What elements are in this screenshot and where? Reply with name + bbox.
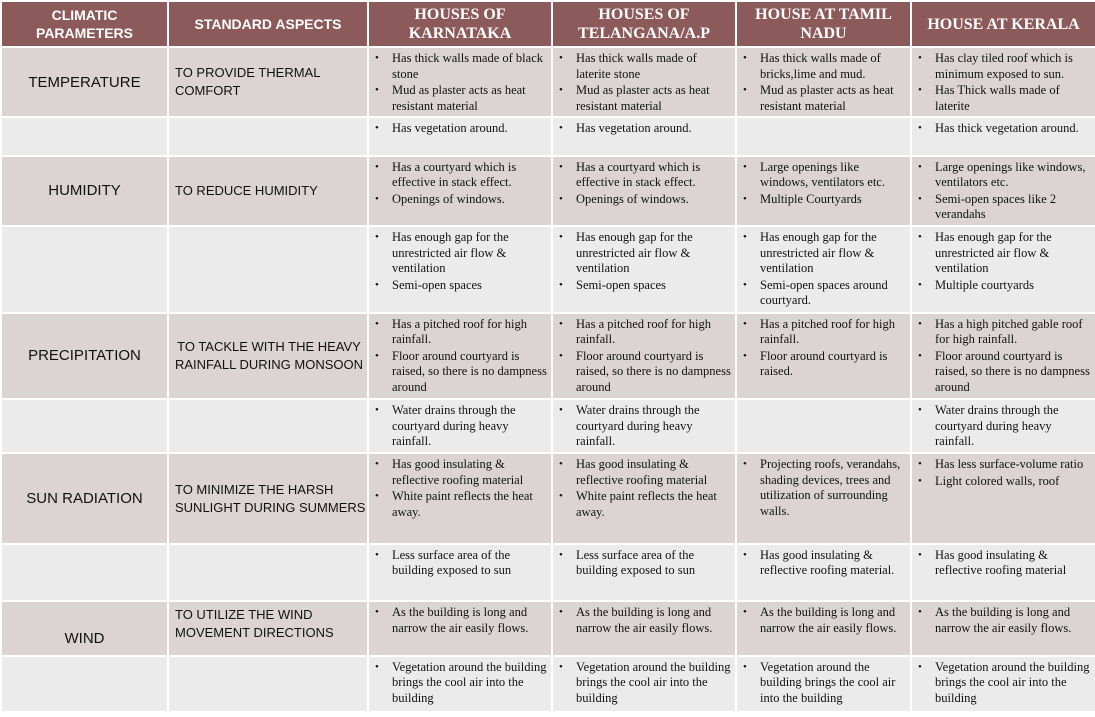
bullet-item: • Vegetation around the building brings the cool air into the building [760, 660, 907, 707]
bullet-item: • Water drains through the courtyard during heavy rainfall. [935, 403, 1092, 450]
cell-telangana [552, 226, 736, 313]
bullet-list [740, 51, 907, 114]
bullet-item: • Has enough gap for the unrestricted air flow & ventilation [760, 230, 907, 277]
cell-kerala [911, 226, 1095, 313]
bullet-list [740, 660, 907, 707]
cell-karnataka [368, 399, 552, 453]
bullet-list [372, 160, 548, 208]
cell-telangana [552, 544, 736, 601]
bullet-list [556, 457, 732, 520]
cell-tamil-nadu [736, 313, 911, 400]
standard-aspect-cell [168, 226, 368, 313]
bullet-item: • Has thick walls made of black stone [392, 51, 548, 82]
climatic-parameter-cell [1, 226, 168, 313]
table-row [1, 226, 1095, 313]
cell-telangana [552, 117, 736, 155]
cell-tamil-nadu [736, 47, 911, 117]
cell-telangana [552, 156, 736, 226]
bullet-list [915, 160, 1092, 223]
standard-aspect-cell: TO PROVIDE THERMAL COMFORT [168, 47, 368, 117]
cell-tamil-nadu [736, 544, 911, 601]
bullet-item: • As the building is long and narrow the air easily flows. [392, 605, 548, 636]
bullet-list [556, 605, 732, 636]
cell-karnataka [368, 117, 552, 155]
bullet-item: • Light colored walls, roof [935, 474, 1092, 490]
bullet-item: • Vegetation around the building brings the cool air into the building [935, 660, 1092, 707]
header-climatic-parameters: CLIMATIC PARAMETERS [1, 1, 168, 47]
bullet-item: • Less surface area of the building exposed to sun [576, 548, 732, 579]
bullet-item: • Mud as plaster acts as heat resistant material [392, 83, 548, 114]
bullet-item: • Semi-open spaces like 2 verandahs [935, 192, 1092, 223]
climatic-parameter-cell [1, 117, 168, 155]
bullet-list [372, 230, 548, 293]
bullet-item: • Vegetation around the building brings the cool air into the building [576, 660, 732, 707]
cell-kerala [911, 544, 1095, 601]
header-telangana: HOUSES OF TELANGANA/A.P [552, 1, 736, 47]
bullet-item: • Openings of windows. [392, 192, 548, 208]
bullet-item: • Has less surface-volume ratio [935, 457, 1092, 473]
bullet-item: • Has vegetation around. [392, 121, 548, 137]
climatic-parameter-cell: SUN RADIATION [1, 453, 168, 544]
cell-tamil-nadu [736, 156, 911, 226]
bullet-list [740, 317, 907, 380]
header-karnataka: HOUSES OF KARNATAKA [368, 1, 552, 47]
bullet-item: • Floor around courtyard is raised, so there is no dampness around [935, 349, 1092, 396]
cell-karnataka [368, 601, 552, 655]
bullet-item: • Has good insulating & reflective roofing material [392, 457, 548, 488]
bullet-item: • Has a pitched roof for high rainfall. [392, 317, 548, 348]
bullet-item: • Vegetation around the building brings the cool air into the building [392, 660, 548, 707]
cell-kerala [911, 117, 1095, 155]
climatic-parameter-cell [1, 656, 168, 712]
bullet-list [740, 605, 907, 636]
bullet-list [372, 403, 548, 450]
cell-telangana [552, 453, 736, 544]
bullet-item: • Openings of windows. [576, 192, 732, 208]
bullet-item: • Has good insulating & reflective roofing material [935, 548, 1092, 579]
bullet-item: • Has vegetation around. [576, 121, 732, 137]
bullet-item: • Semi-open spaces around courtyard. [760, 278, 907, 309]
cell-kerala [911, 47, 1095, 117]
climatic-parameter-cell: PRECIPITATION [1, 313, 168, 400]
header-kerala: HOUSE AT KERALA [911, 1, 1095, 47]
table-row [1, 453, 1095, 544]
bullet-item: • Large openings like windows, ventilators etc. [935, 160, 1092, 191]
standard-aspect-cell: TO MINIMIZE THE HARSH SUNLIGHT DURING SUMMERS [168, 453, 368, 544]
bullet-list [915, 317, 1092, 396]
bullet-item: • Mud as plaster acts as heat resistant material [576, 83, 732, 114]
bullet-item: • As the building is long and narrow the air easily flows. [760, 605, 907, 636]
bullet-list [556, 660, 732, 707]
table-row [1, 47, 1095, 117]
bullet-list [372, 51, 548, 114]
climatic-parameter-cell: TEMPERATURE [1, 47, 168, 117]
bullet-list [915, 548, 1092, 579]
bullet-item: • Large openings like windows, ventilators etc. [760, 160, 907, 191]
bullet-list [915, 660, 1092, 707]
climatic-parameter-cell: WIND [1, 601, 168, 655]
cell-kerala [911, 156, 1095, 226]
bullet-list [915, 230, 1092, 293]
bullet-item: • Multiple Courtyards [760, 192, 907, 208]
table-row [1, 601, 1095, 655]
bullet-item: • Less surface area of the building exposed to sun [392, 548, 548, 579]
cell-karnataka [368, 544, 552, 601]
bullet-item: • Has enough gap for the unrestricted air flow & ventilation [935, 230, 1092, 277]
table-row [1, 117, 1095, 155]
bullet-item: • Water drains through the courtyard during heavy rainfall. [576, 403, 732, 450]
climatic-parameter-cell: HUMIDITY [1, 156, 168, 226]
table-row [1, 156, 1095, 226]
cell-telangana [552, 47, 736, 117]
cell-kerala [911, 313, 1095, 400]
bullet-item: • Has thick vegetation around. [935, 121, 1092, 137]
bullet-item: • Has good insulating & reflective roofing material. [760, 548, 907, 579]
cell-karnataka [368, 156, 552, 226]
cell-telangana [552, 656, 736, 712]
table-row [1, 313, 1095, 400]
bullet-item: • Multiple courtyards [935, 278, 1092, 294]
bullet-item: • As the building is long and narrow the air easily flows. [576, 605, 732, 636]
cell-tamil-nadu [736, 453, 911, 544]
standard-aspect-cell: TO UTILIZE THE WIND MOVEMENT DIRECTIONS [168, 601, 368, 655]
cell-karnataka [368, 313, 552, 400]
cell-kerala [911, 601, 1095, 655]
bullet-item: • Semi-open spaces [576, 278, 732, 294]
standard-aspect-cell [168, 656, 368, 712]
bullet-item: • Has thick walls made of bricks,lime and mud. [760, 51, 907, 82]
bullet-item: • Has good insulating & reflective roofing material [576, 457, 732, 488]
bullet-list [372, 548, 548, 579]
bullet-item: • Mud as plaster acts as heat resistant material [760, 83, 907, 114]
cell-tamil-nadu [736, 399, 911, 453]
bullet-item: • Has clay tiled roof which is minimum exposed to sun. [935, 51, 1092, 82]
header-tamil-nadu: HOUSE AT TAMIL NADU [736, 1, 911, 47]
bullet-list [915, 403, 1092, 450]
bullet-list [740, 548, 907, 579]
bullet-list [556, 548, 732, 579]
bullet-list [740, 230, 907, 309]
cell-kerala [911, 656, 1095, 712]
bullet-item: • Floor around courtyard is raised. [760, 349, 907, 380]
bullet-list [556, 121, 732, 137]
bullet-list [372, 121, 548, 137]
bullet-item: • White paint reflects the heat away. [392, 489, 548, 520]
bullet-item: • Has Thick walls made of laterite [935, 83, 1092, 114]
cell-karnataka [368, 453, 552, 544]
standard-aspect-cell: TO TACKLE WITH THE HEAVY RAINFALL DURING MONSOON [168, 313, 368, 400]
bullet-list [556, 403, 732, 450]
table-row [1, 656, 1095, 712]
cell-tamil-nadu [736, 601, 911, 655]
bullet-item: • Has a courtyard which is effective in stack effect. [392, 160, 548, 191]
bullet-list [740, 457, 907, 519]
bullet-list [556, 160, 732, 208]
bullet-list [372, 660, 548, 707]
bullet-item: • Has enough gap for the unrestricted air flow & ventilation [392, 230, 548, 277]
bullet-item: • Has a courtyard which is effective in stack effect. [576, 160, 732, 191]
cell-karnataka [368, 656, 552, 712]
standard-aspect-cell [168, 117, 368, 155]
cell-tamil-nadu [736, 117, 911, 155]
bullet-item: • As the building is long and narrow the air easily flows. [935, 605, 1092, 636]
bullet-item: • Has a pitched roof for high rainfall. [760, 317, 907, 348]
bullet-item: • Projecting roofs, verandahs, shading devices, trees and utilization of surrounding walls. [760, 457, 907, 519]
bullet-list [372, 605, 548, 636]
bullet-list [740, 160, 907, 208]
bullet-item: • Semi-open spaces [392, 278, 548, 294]
cell-telangana [552, 601, 736, 655]
bullet-list [915, 457, 1092, 489]
climatic-parameter-cell [1, 544, 168, 601]
bullet-list [915, 51, 1092, 114]
table-row [1, 544, 1095, 601]
cell-telangana [552, 399, 736, 453]
table-row [1, 399, 1095, 453]
bullet-item: • White paint reflects the heat away. [576, 489, 732, 520]
header-row [1, 1, 1095, 47]
bullet-list [915, 605, 1092, 636]
bullet-item: • Has thick walls made of laterite stone [576, 51, 732, 82]
bullet-list [556, 51, 732, 114]
cell-tamil-nadu [736, 226, 911, 313]
bullet-item: • Floor around courtyard is raised, so there is no dampness around [576, 349, 732, 396]
cell-karnataka [368, 47, 552, 117]
cell-kerala [911, 453, 1095, 544]
cell-karnataka [368, 226, 552, 313]
bullet-list [556, 230, 732, 293]
bullet-item: • Has a high pitched gable roof for high rainfall. [935, 317, 1092, 348]
bullet-item: • Floor around courtyard is raised, so there is no dampness around [392, 349, 548, 396]
standard-aspect-cell [168, 544, 368, 601]
bullet-item: • Has enough gap for the unrestricted air flow & ventilation [576, 230, 732, 277]
bullet-list [372, 457, 548, 520]
standard-aspect-cell [168, 399, 368, 453]
cell-kerala [911, 399, 1095, 453]
bullet-list [556, 317, 732, 396]
cell-telangana [552, 313, 736, 400]
header-standard-aspects: STANDARD ASPECTS [168, 1, 368, 47]
standard-aspect-cell: TO REDUCE HUMIDITY [168, 156, 368, 226]
climatic-parameter-cell [1, 399, 168, 453]
cell-tamil-nadu [736, 656, 911, 712]
bullet-item: • Has a pitched roof for high rainfall. [576, 317, 732, 348]
bullet-item: • Water drains through the courtyard during heavy rainfall. [392, 403, 548, 450]
bullet-list [372, 317, 548, 396]
bullet-list [915, 121, 1092, 137]
